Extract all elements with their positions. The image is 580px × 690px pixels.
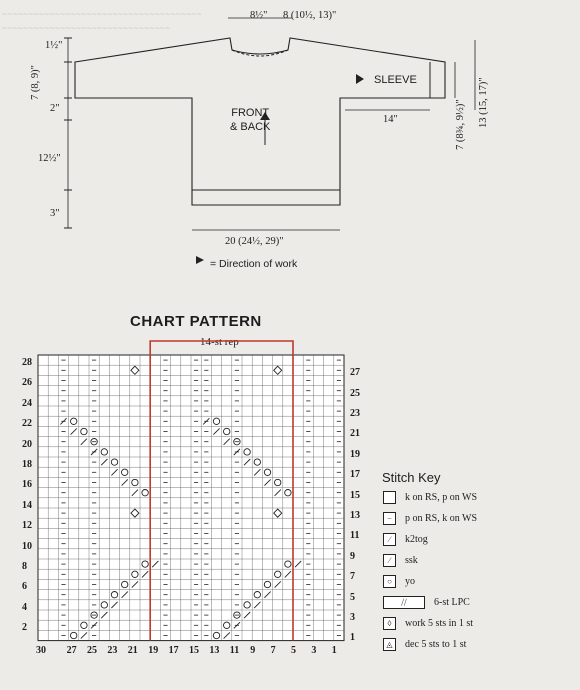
body-length-label: 12½" — [38, 153, 61, 164]
stitch-label: dec 5 sts to 1 st — [405, 639, 467, 650]
column-label: 27 — [66, 644, 77, 656]
stitch-symbol-icon: ⁄ — [383, 554, 396, 567]
stitch-symbol-icon — [383, 491, 396, 504]
row-label: 4 — [22, 601, 27, 613]
stitch-label: work 5 sts in 1 st — [405, 618, 474, 629]
knitting-chart — [38, 355, 348, 645]
row-label: 24 — [22, 397, 32, 409]
stitch-symbol-icon: ◬ — [383, 638, 396, 651]
front-back-label: FRONT & BACK — [230, 107, 271, 133]
row-label: 12 — [22, 520, 32, 532]
row-label: 10 — [22, 540, 32, 552]
row-label: 13 — [350, 510, 360, 521]
column-label: 15 — [189, 644, 199, 656]
stitch-symbol-icon: ◊ — [383, 617, 396, 630]
column-label: 21 — [127, 644, 138, 656]
stitch-label: k2tog — [405, 534, 428, 545]
stitch-key-item — [383, 617, 473, 630]
column-label: 25 — [87, 644, 97, 656]
column-label: 13 — [209, 644, 220, 656]
body-mid-label: 2" — [50, 103, 60, 114]
stitch-symbol-icon: ○ — [383, 575, 396, 588]
chart-title: CHART PATTERN — [130, 313, 262, 330]
stitch-symbol-icon: ⧸⧸ — [383, 596, 425, 609]
column-label: 23 — [107, 644, 118, 656]
column-label: 30 — [36, 644, 46, 656]
bleedthrough-text: ~~~~~~~~~~~~~~~~~~~~~~~~~~~~~~~~~~~~~~ — [2, 9, 202, 19]
stitch-key-item — [383, 596, 470, 609]
column-label: 17 — [168, 644, 179, 656]
sleeve-label: SLEEVE — [374, 74, 417, 86]
row-label: 8 — [22, 561, 27, 572]
stitch-label: ssk — [405, 555, 418, 566]
row-label: 22 — [22, 418, 32, 430]
stitch-label: k on RS, p on WS — [405, 492, 478, 503]
row-label: 17 — [350, 469, 360, 481]
stitch-key-item — [383, 512, 477, 525]
column-label: 3 — [311, 644, 317, 656]
column-label: 1 — [331, 644, 337, 656]
stitch-label: yo — [405, 576, 415, 587]
row-label: 9 — [350, 550, 355, 562]
row-label: 6 — [22, 581, 27, 593]
stitch-key-item — [383, 533, 428, 546]
row-label: 21 — [350, 428, 360, 440]
row-label: 15 — [350, 489, 360, 501]
stitch-label: 6-st LPC — [434, 597, 470, 608]
row-label: 5 — [350, 591, 355, 603]
row-label: 3 — [350, 612, 355, 623]
column-label: 11 — [229, 644, 240, 656]
row-label: 1 — [350, 632, 355, 644]
sleeve-length-label: 14" — [383, 114, 398, 125]
stitch-key-item — [383, 638, 466, 651]
repeat-label: 14-st rep — [200, 336, 239, 348]
row-label: 7 — [350, 571, 355, 583]
column-label: 9 — [250, 644, 256, 656]
armhole-depth-label: 7 (8, 9)" — [30, 65, 41, 100]
row-label: 25 — [350, 387, 360, 399]
row-label: 19 — [350, 448, 360, 460]
stitch-key-item — [383, 575, 415, 588]
row-label: 23 — [350, 408, 360, 419]
row-label: 2 — [22, 622, 27, 634]
sleeve-upper-label: 13 (15, 17)" — [478, 77, 489, 128]
row-label: 18 — [22, 459, 32, 470]
stitch-key-item — [383, 491, 477, 504]
row-label: 16 — [22, 479, 32, 491]
row-label: 11 — [350, 530, 360, 542]
bleedthrough-text: ~~~~~~~~~~~~~~~~~~~~~~~~~~~~~~~~ — [2, 23, 171, 33]
stitch-key-item — [383, 554, 418, 567]
ribbing-label: 3" — [50, 208, 60, 219]
row-label: 20 — [22, 438, 32, 450]
row-label: 28 — [22, 357, 32, 368]
sleeve-cuff-label: 7 (8¾, 9½)" — [455, 99, 466, 150]
stitch-symbol-icon: ⁄ — [383, 533, 396, 546]
column-label: 5 — [291, 644, 296, 656]
row-label: 27 — [350, 367, 360, 379]
column-label: 19 — [148, 644, 159, 656]
stitch-symbol-icon: − — [383, 512, 396, 525]
body-width-label: 20 (24½, 29)" — [225, 236, 284, 247]
neck-size-label: 8 (10½, 13)" — [283, 10, 337, 21]
direction-note: = Direction of work — [210, 258, 298, 270]
column-label: 7 — [270, 644, 276, 656]
stitch-label: p on RS, k on WS — [405, 513, 478, 524]
shoulder-drop-label: 1½" — [45, 40, 63, 51]
row-label: 14 — [22, 499, 32, 511]
stitch-key-title: Stitch Key — [382, 470, 441, 485]
row-label: 26 — [22, 377, 32, 389]
neck-width-label: 8½" — [250, 10, 268, 21]
